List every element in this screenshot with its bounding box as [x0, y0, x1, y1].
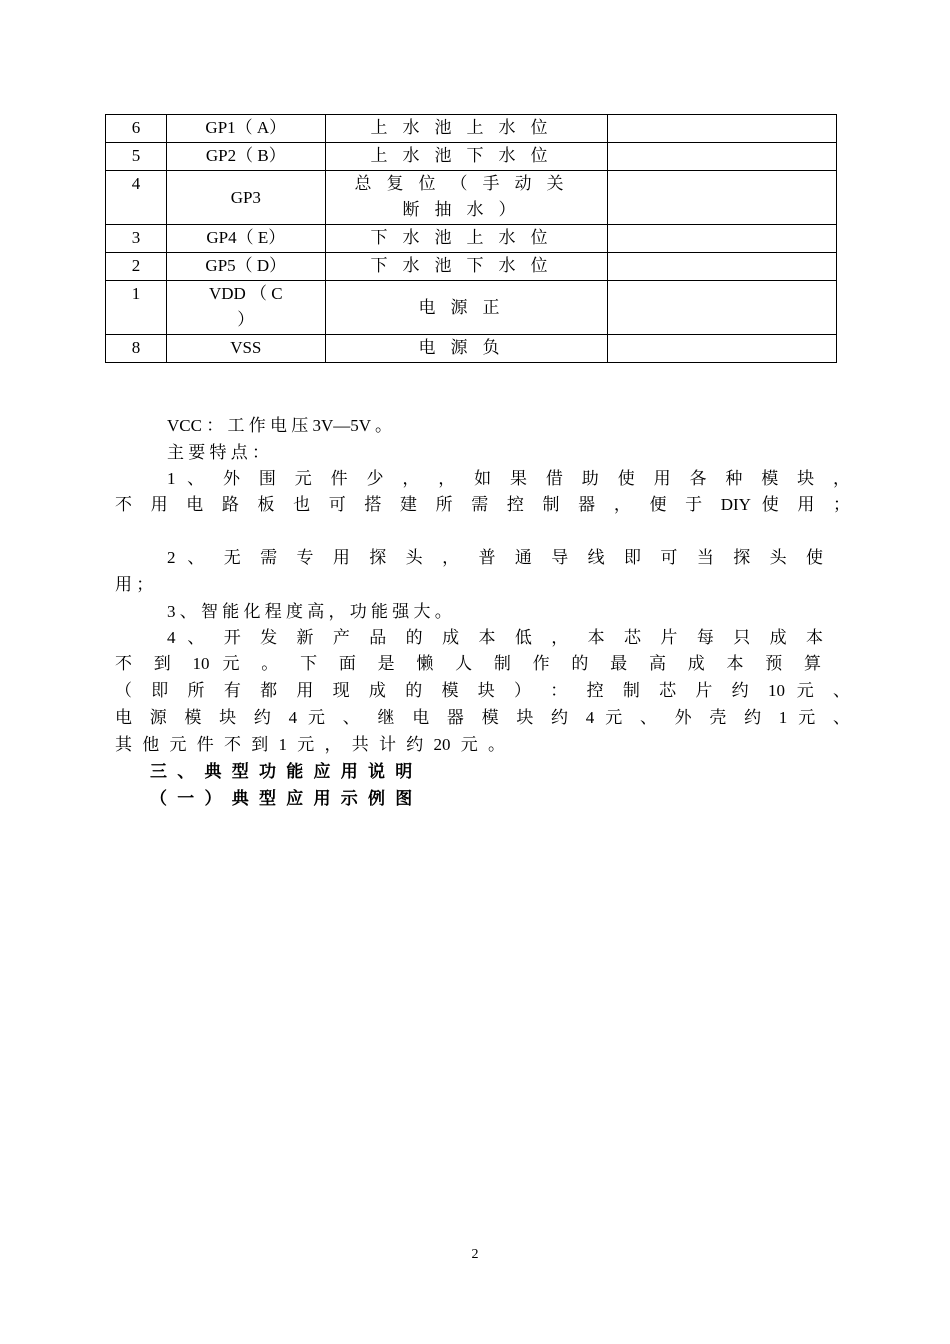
- pin-note: [608, 115, 837, 143]
- table-row: [106, 225, 837, 253]
- page-number: 2: [471, 1247, 479, 1262]
- feature-4-line: 电 源 模 块 约 4 元 、 继 电 器 模 块 约 4 元 、 外 壳 约 1 元 、: [115, 708, 850, 727]
- pin-number: 8: [106, 335, 167, 363]
- feature-1-line: 1 、 外 围 元 件 少 ， ， 如 果 借 助 使 用 各 种 模 块 ，: [167, 469, 850, 488]
- pin-note: [608, 225, 837, 253]
- feature-3-line: 3 、 智 能 化 程 度 高 ， 功 能 强 大 。: [167, 602, 452, 621]
- table-row: [106, 115, 837, 143]
- pin-function-line: 总复位（手动关: [354, 174, 579, 193]
- table-row: [106, 281, 837, 335]
- pin-note: [608, 281, 837, 335]
- feature-4-line: 4 、 开 发 新 产 品 的 成 本 低 ， 本 芯 片 每 只 成 本: [167, 628, 823, 647]
- pin-note: [608, 335, 837, 363]
- pin-number: 3: [106, 225, 167, 253]
- pin-function: [325, 171, 608, 225]
- section-heading: 三 、 典 型 功 能 应 用 说 明: [150, 762, 413, 781]
- pin-note: [608, 171, 837, 225]
- pin-note: [608, 253, 837, 281]
- pin-note: [608, 143, 837, 171]
- pin-name: GP5（ D）: [166, 253, 325, 281]
- pin-function: 上水池上水位: [325, 115, 608, 143]
- pin-name: VSS: [166, 335, 325, 363]
- pin-table: [105, 114, 837, 363]
- table-row: [106, 143, 837, 171]
- table-row: [106, 335, 837, 363]
- pin-name: [166, 281, 325, 335]
- feature-2-line: 2 、 无 需 专 用 探 头 ， 普 通 导 线 即 可 当 探 头 使: [167, 548, 823, 567]
- pin-name-line: ）: [237, 310, 255, 329]
- pin-name-line: VDD （ C: [208, 284, 283, 303]
- subsection-heading: （ 一 ） 典 型 应 用 示 例 图: [150, 789, 413, 808]
- pin-function: 电源正: [325, 281, 608, 335]
- pin-name: GP2（ B）: [166, 143, 325, 171]
- pin-name: GP3: [166, 171, 325, 225]
- pin-number: 2: [106, 253, 167, 281]
- feature-4-line: （ 即 所 有 都 用 现 成 的 模 块 ） ： 控 制 芯 片 约 10 元 、: [115, 681, 850, 700]
- pin-function: 上水池下水位: [325, 143, 608, 171]
- features-heading: 主 要 特 点 ：: [167, 443, 269, 462]
- pin-function-line: 断抽水）: [402, 200, 531, 219]
- pin-name: GP1（ A）: [166, 115, 325, 143]
- table-row: [106, 171, 837, 225]
- pin-number: 5: [106, 143, 167, 171]
- table-row: [106, 253, 837, 281]
- pin-function: 下水池下水位: [325, 253, 608, 281]
- feature-4-line: 不 到 10 元 。 下 面 是 懒 人 制 作 的 最 高 成 本 预 算: [115, 654, 821, 673]
- pin-name: GP4（ E）: [166, 225, 325, 253]
- pin-function: 下水池上水位: [325, 225, 608, 253]
- pin-function: 电源负: [325, 335, 608, 363]
- pin-number: 1: [106, 281, 167, 335]
- feature-2-line: 用 ；: [115, 575, 154, 594]
- pin-number: 4: [106, 171, 167, 225]
- pin-number: 6: [106, 115, 167, 143]
- feature-4-line: 其 他 元 件 不 到 1 元 ， 共 计 约 20 元 。: [115, 735, 505, 754]
- vcc-line: VCC ： 工 作 电 压 3V—5V 。: [167, 416, 392, 435]
- feature-1-line: 不 用 电 路 板 也 可 搭 建 所 需 控 制 器 ， 便 于 DIY 使 用 ；: [115, 495, 850, 514]
